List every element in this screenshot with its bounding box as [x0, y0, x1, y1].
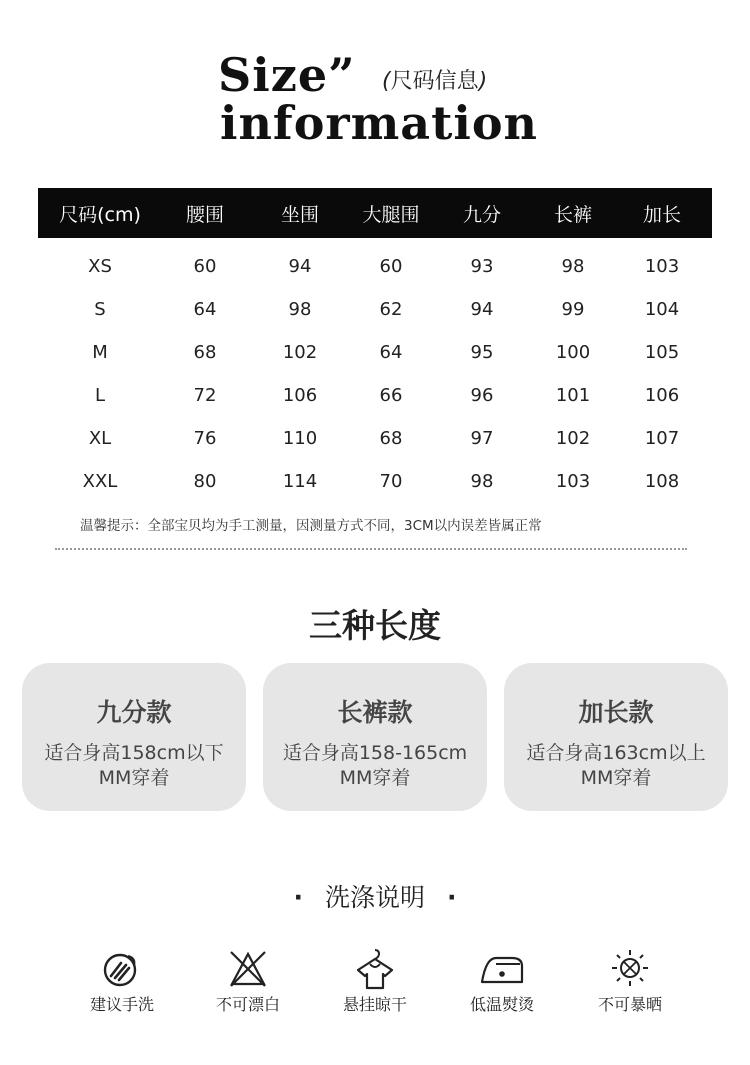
table-cell: 95: [470, 342, 494, 363]
title-size: Size”: [218, 48, 356, 102]
table-cell: 68: [193, 342, 217, 363]
page-header: [0, 0, 750, 160]
table-cell: 114: [282, 471, 318, 492]
table-cell: 60: [379, 256, 403, 277]
table-cell: 110: [282, 428, 318, 449]
table-cell: 105: [644, 342, 680, 363]
table-cell: XXL: [82, 471, 118, 492]
table-row: [38, 288, 712, 331]
table-cell: 97: [470, 428, 494, 449]
bullet-right: ·: [447, 883, 457, 912]
table-cell: 106: [282, 385, 318, 406]
table-cell: 62: [379, 299, 403, 320]
table-cell: 94: [470, 299, 494, 320]
card-line: 适合身高158-165cm: [282, 742, 468, 764]
table-cell: 107: [644, 428, 680, 449]
length-card-extra-long: [504, 663, 728, 811]
wash-item-no-bleach: [193, 946, 303, 1015]
table-cell: 68: [379, 428, 403, 449]
wash-item-hang-dry: [320, 946, 430, 1015]
table-cell: 93: [470, 256, 494, 277]
table-cell: 103: [644, 256, 680, 277]
wash-label: 低温熨烫: [469, 995, 534, 1014]
wash-label: 建议手洗: [89, 995, 154, 1014]
bullet-left: ·: [293, 883, 303, 912]
card-line: 适合身高163cm以上: [526, 742, 706, 764]
hang-dry-icon: [351, 946, 399, 990]
card-title: 九分款: [96, 698, 172, 727]
card-description: [22, 741, 246, 791]
wash-label: 不可暴晒: [597, 995, 662, 1014]
table-cell: 100: [555, 342, 591, 363]
table-cell: XS: [88, 256, 112, 277]
table-cell: 103: [555, 471, 591, 492]
title-information: information: [220, 96, 538, 150]
wash-title: [0, 878, 750, 914]
wash-title-text: 洗涤说明: [324, 883, 425, 912]
wash-item-low-iron: [447, 946, 557, 1015]
card-title: 长裤款: [337, 698, 413, 727]
table-cell: 66: [379, 385, 403, 406]
paren-close: ): [478, 69, 488, 94]
table-cell: 102: [282, 342, 318, 363]
table-cell: 106: [644, 385, 680, 406]
table-cell: XL: [88, 428, 112, 449]
hand-wash-icon: [98, 946, 146, 990]
table-cell: M: [92, 342, 108, 363]
length-card-ninth: [22, 663, 246, 811]
table-cell: 64: [379, 342, 403, 363]
table-cell: S: [94, 299, 106, 320]
card-line: 适合身高158cm以下: [44, 742, 224, 764]
paren-open: (: [382, 69, 391, 94]
wash-label: 悬挂晾干: [342, 995, 407, 1014]
table-cell: 98: [470, 471, 494, 492]
table-row: [38, 374, 712, 417]
table-cell: 60: [193, 256, 217, 277]
table-cell: 104: [644, 299, 680, 320]
card-line: MM穿着: [580, 767, 652, 789]
card-line: MM穿着: [98, 767, 170, 789]
low-iron-icon: [474, 946, 530, 990]
length-card-long: [263, 663, 487, 811]
lengths-title: 三种长度: [309, 606, 441, 645]
measurement-note: 温馨提示：全部宝贝均为手工测量，因测量方式不同，3CM以内误差皆属正常: [80, 518, 542, 534]
table-cell: 101: [555, 385, 591, 406]
table-cell: 64: [193, 299, 217, 320]
table-header-row: [38, 188, 712, 238]
wash-label: 不可漂白: [215, 995, 280, 1014]
table-cell: 108: [644, 471, 680, 492]
table-cell: 76: [193, 428, 217, 449]
column-header-waist: 腰围: [162, 188, 248, 238]
dotted-divider: [55, 548, 687, 550]
table-cell: L: [94, 385, 106, 406]
table-row: [38, 460, 712, 503]
card-line: MM穿着: [339, 767, 411, 789]
table-cell: 98: [561, 256, 585, 277]
card-title: 加长款: [578, 698, 654, 727]
no-sun-icon: [606, 946, 654, 990]
table-cell: 96: [470, 385, 494, 406]
title-chinese: [382, 64, 487, 95]
column-header-extra-long: 加长: [612, 188, 712, 238]
column-header-hip: 坐围: [248, 188, 352, 238]
wash-item-hand-wash: [67, 946, 177, 1015]
table-cell: 99: [561, 299, 585, 320]
title-chinese-text: 尺码信息: [390, 69, 479, 94]
table-cell: 70: [379, 471, 403, 492]
column-header-ninth: 九分: [430, 188, 534, 238]
size-table: [38, 188, 712, 503]
length-cards: [0, 663, 750, 813]
table-cell: 72: [193, 385, 217, 406]
no-bleach-icon: [224, 946, 272, 990]
column-header-thigh: 大腿围: [352, 188, 430, 238]
table-cell: 98: [288, 299, 312, 320]
table-cell: 80: [193, 471, 217, 492]
wash-item-no-sun: [575, 946, 685, 1015]
table-row: [38, 238, 712, 288]
table-row: [38, 331, 712, 374]
table-cell: 94: [288, 256, 312, 277]
table-cell: 102: [555, 428, 591, 449]
column-header-size: 尺码(cm): [38, 188, 162, 238]
table-row: [38, 417, 712, 460]
column-header-long: 长裤: [534, 188, 612, 238]
card-description: [263, 741, 487, 791]
card-description: [504, 741, 728, 791]
